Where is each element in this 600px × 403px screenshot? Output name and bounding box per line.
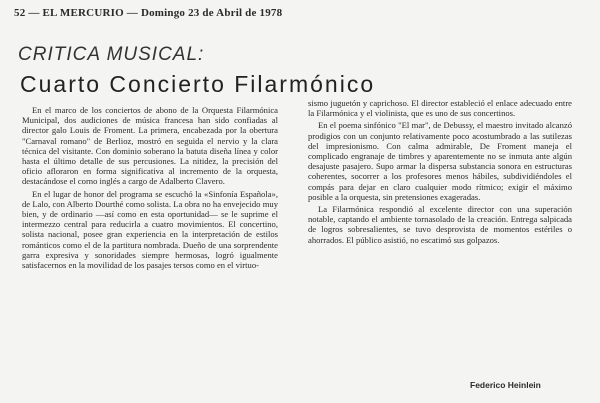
paragraph: En el marco de los conciertos de abono de la Orquesta Filarmónica Municipal, dos audiciones de música francesa han sido confiadas al director galo Louis de Froment. La primera, encabezada por la obertura "Carnaval romano" de Berlioz, mostró en seguida el nervio y la clara técnica del visitante. Con dominio soberano la batuta diseña línea y color hasta el último detalle de sus percusiones. La nitidez, la precisión del oficio afloraron en forma significativa al incremento de la orquesta, destacándose el corno inglés a cargo de Adalberto Clavero. xyxy=(22,105,278,187)
paragraph: sismo juguetón y caprichoso. El director estableció el enlace adecuado entre la Filarmónica y el violinista, que es uno de sus concertinos. xyxy=(308,98,572,119)
paragraph: En el lugar de honor del programa se escuchó la «Sinfonía Española», de Lalo, con Alberto Dourthé como solista. La obra no ha envejecido muy bien, y de ordinario —así como en esta oportunidad— se le suprime el intermezzo central para reducirla a cuatro movimientos. El concertino, solista nacional, posee gran experiencia en la interpretación de estilos románticos como el de la partitura nombrada. Dueño de una sorprendente garra expresiva y sonoridades siempre hermosas, logró igualmente satisfacernos en la movilidad de los pasajes tersos como en el virtuo- xyxy=(22,188,278,271)
article-headline: Cuarto Concierto Filarmónico xyxy=(20,71,376,97)
author-signature: Federico Heinlein xyxy=(470,380,541,390)
section-title: CRITICA MUSICAL: xyxy=(18,44,205,65)
paragraph: En el poema sinfónico "El mar", de Debussy, el maestro invitado alcanzó prodigios con un conjunto relativamente poco acostumbrado a las sutilezas del impresionismo. Con calma admirable, De Froment maneja el complicado engranaje de timbres y aparentemente no se inmuta ante algún desajuste pasajero. Supo armar la dispersa substancia sonora en estructuras coherentes, socorrer a los profesores menos hábiles, subdividiéndoles el compás para dejar en claro cualquier modo rítmico; exigir el máximo posible a la orquesta, sin pretensiones exageradas. xyxy=(308,120,572,202)
masthead: 52 — EL MERCURIO — Domingo 23 de Abril de 1978 xyxy=(14,7,283,19)
paragraph: La Filarmónica respondió al excelente director con una superación notable, captando el ambiente tornasolado de la creación. Entrega salpicada de logros sobresalientes, se tuvo desprovista de momentos estériles o ahorrados. El público asistió, no escatimó sus golpazos. xyxy=(308,204,572,245)
right-column xyxy=(308,98,572,247)
left-column xyxy=(22,105,278,272)
